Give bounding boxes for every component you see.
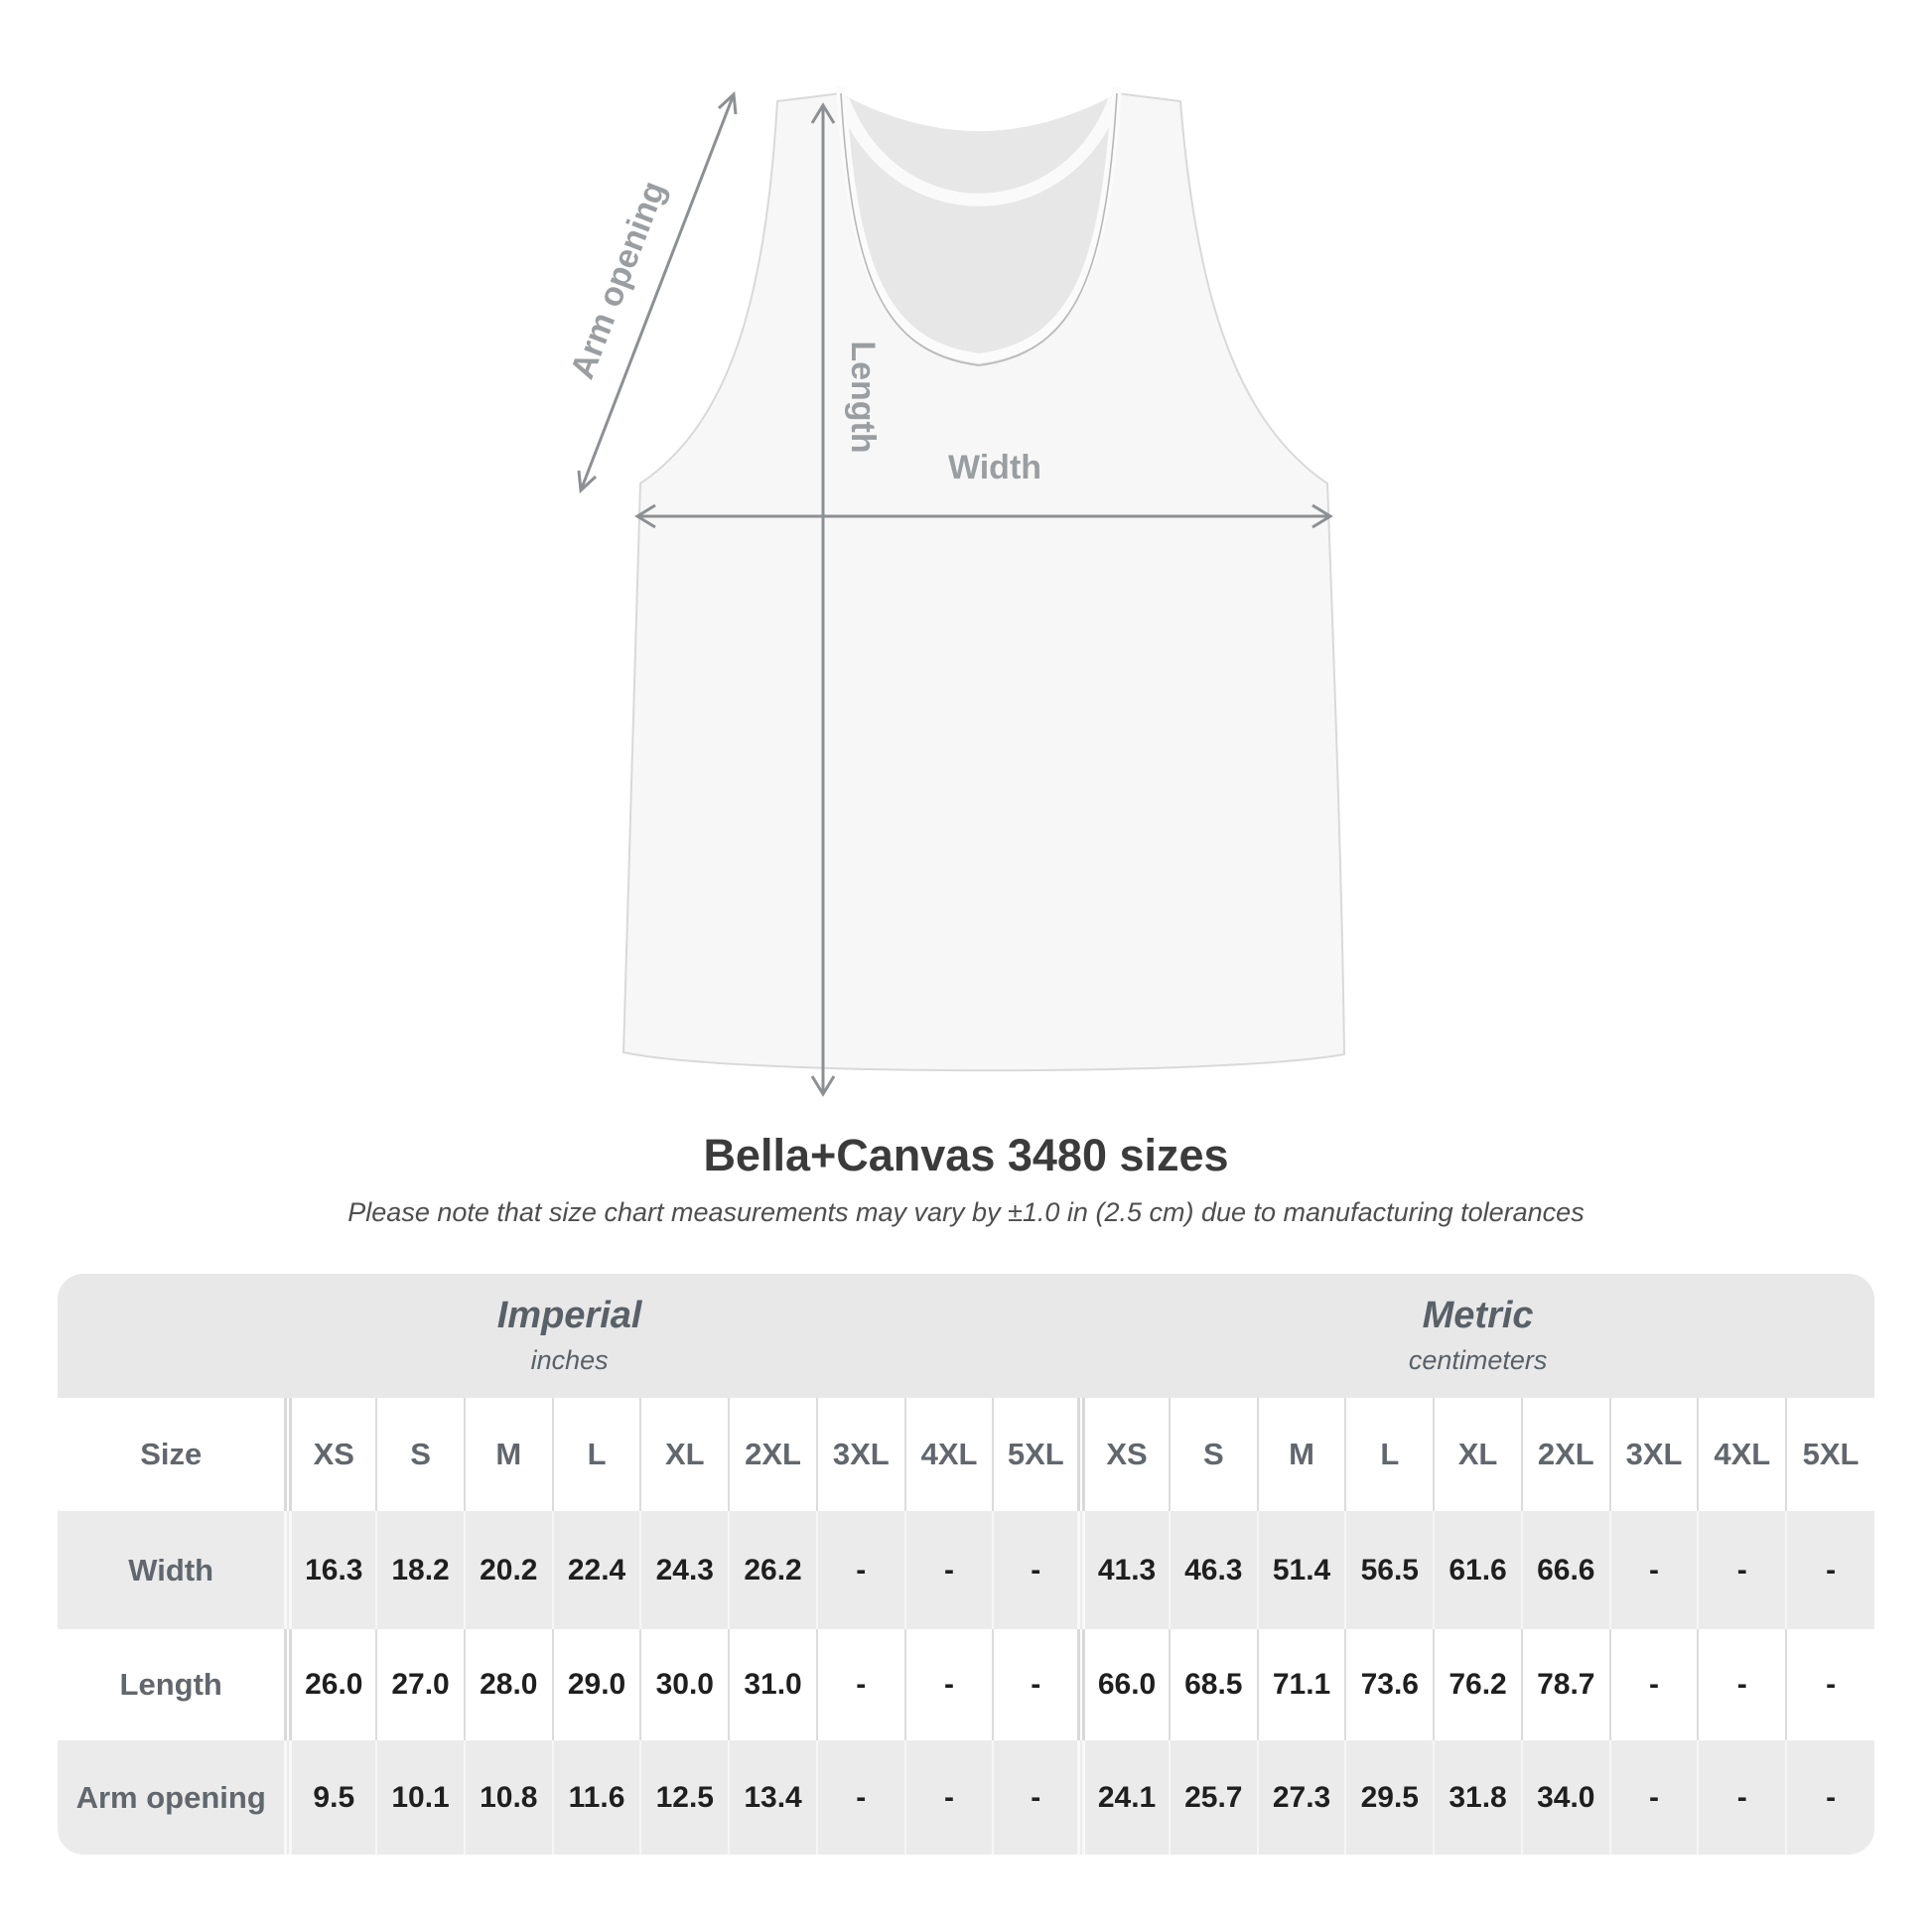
size-header-cell: M bbox=[1258, 1398, 1346, 1511]
value-cell: - bbox=[1786, 1740, 1874, 1855]
size-header-cell: XL bbox=[640, 1398, 729, 1511]
width-label: Width bbox=[947, 449, 1042, 486]
size-header-cell: 4XL bbox=[1698, 1398, 1786, 1511]
value-cell: 46.3 bbox=[1170, 1511, 1258, 1629]
arm-opening-label: Arm opening bbox=[563, 176, 674, 384]
size-header-cell: 3XL bbox=[1610, 1398, 1699, 1511]
measurement-row bbox=[58, 1511, 1874, 1629]
value-cell: - bbox=[993, 1629, 1081, 1740]
value-cell: 18.2 bbox=[376, 1511, 465, 1629]
row-label: Width bbox=[128, 1552, 214, 1587]
value-cell: 41.3 bbox=[1081, 1511, 1170, 1629]
value-cell: 76.2 bbox=[1434, 1629, 1522, 1740]
value-cell: 25.7 bbox=[1170, 1740, 1258, 1855]
value-cell: - bbox=[905, 1629, 994, 1740]
value-cell: - bbox=[1786, 1629, 1874, 1740]
value-cell: - bbox=[993, 1740, 1081, 1855]
size-header-cell: S bbox=[376, 1398, 465, 1511]
unit-group-metric bbox=[1081, 1274, 1874, 1398]
value-cell: - bbox=[1610, 1740, 1699, 1855]
value-cell: - bbox=[817, 1629, 905, 1740]
metric-units: centimeters bbox=[1408, 1344, 1548, 1375]
value-cell: 27.3 bbox=[1258, 1740, 1346, 1855]
value-cell: 30.0 bbox=[640, 1629, 729, 1740]
size-header-cell: M bbox=[465, 1398, 553, 1511]
value-cell: 66.0 bbox=[1081, 1629, 1170, 1740]
size-table-grid bbox=[58, 1398, 1874, 1855]
size-header-cell: XS bbox=[1081, 1398, 1170, 1511]
value-cell: 29.0 bbox=[553, 1629, 641, 1740]
tolerance-note: Please note that size chart measurements may vary by ±1.0 in (2.5 cm) due to manufacturing tolerances bbox=[347, 1197, 1585, 1227]
size-header-cell: 3XL bbox=[817, 1398, 905, 1511]
value-cell: 31.8 bbox=[1434, 1740, 1522, 1855]
size-column-header: Size bbox=[140, 1437, 203, 1471]
value-cell: - bbox=[1698, 1740, 1786, 1855]
length-label: Length bbox=[844, 341, 882, 454]
value-cell: 24.3 bbox=[640, 1511, 729, 1629]
value-cell: - bbox=[993, 1511, 1081, 1629]
row-label: Arm opening bbox=[75, 1779, 266, 1815]
value-cell: 68.5 bbox=[1170, 1629, 1258, 1740]
value-cell: 12.5 bbox=[640, 1740, 729, 1855]
value-cell: 26.0 bbox=[288, 1629, 376, 1740]
value-cell: 10.8 bbox=[465, 1740, 553, 1855]
size-header-row bbox=[58, 1398, 1874, 1511]
size-header-cell: S bbox=[1170, 1398, 1258, 1511]
size-header-cell: 5XL bbox=[993, 1398, 1081, 1511]
value-cell: 22.4 bbox=[553, 1511, 641, 1629]
value-cell: 56.5 bbox=[1345, 1511, 1434, 1629]
size-table bbox=[58, 1274, 1874, 1855]
row-label: Length bbox=[119, 1667, 222, 1702]
value-cell: - bbox=[1698, 1629, 1786, 1740]
value-cell: - bbox=[1698, 1511, 1786, 1629]
value-cell: 34.0 bbox=[1522, 1740, 1610, 1855]
imperial-units: inches bbox=[530, 1344, 609, 1375]
value-cell: 71.1 bbox=[1258, 1629, 1346, 1740]
value-cell: - bbox=[905, 1511, 994, 1629]
value-cell: - bbox=[1786, 1511, 1874, 1629]
measurement-row bbox=[58, 1629, 1874, 1740]
size-header-cell: L bbox=[1345, 1398, 1434, 1511]
value-cell: - bbox=[817, 1511, 905, 1629]
size-header-cell: 5XL bbox=[1786, 1398, 1874, 1511]
value-cell: 24.1 bbox=[1081, 1740, 1170, 1855]
value-cell: 31.0 bbox=[729, 1629, 817, 1740]
imperial-label: Imperial bbox=[496, 1295, 642, 1337]
size-header-cell: 2XL bbox=[729, 1398, 817, 1511]
size-header-cell: XS bbox=[288, 1398, 376, 1511]
value-cell: 11.6 bbox=[553, 1740, 641, 1855]
size-header-cell: 4XL bbox=[905, 1398, 994, 1511]
value-cell: 73.6 bbox=[1345, 1629, 1434, 1740]
size-header-cell: L bbox=[553, 1398, 641, 1511]
value-cell: 16.3 bbox=[288, 1511, 376, 1629]
value-cell: 29.5 bbox=[1345, 1740, 1434, 1855]
value-cell: 61.6 bbox=[1434, 1511, 1522, 1629]
value-cell: - bbox=[1610, 1629, 1699, 1740]
size-header-cell: XL bbox=[1434, 1398, 1522, 1511]
value-cell: - bbox=[1610, 1511, 1699, 1629]
page-title: Bella+Canvas 3480 sizes bbox=[703, 1130, 1229, 1180]
value-cell: 27.0 bbox=[376, 1629, 465, 1740]
size-header-cell: 2XL bbox=[1522, 1398, 1610, 1511]
value-cell: - bbox=[817, 1740, 905, 1855]
value-cell: 28.0 bbox=[465, 1629, 553, 1740]
unit-group-imperial bbox=[58, 1274, 1081, 1398]
value-cell: - bbox=[905, 1740, 994, 1855]
value-cell: 13.4 bbox=[729, 1740, 817, 1855]
value-cell: 66.6 bbox=[1522, 1511, 1610, 1629]
value-cell: 51.4 bbox=[1258, 1511, 1346, 1629]
value-cell: 20.2 bbox=[465, 1511, 553, 1629]
value-cell: 26.2 bbox=[729, 1511, 817, 1629]
measurement-row bbox=[58, 1740, 1874, 1855]
value-cell: 78.7 bbox=[1522, 1629, 1610, 1740]
units-band bbox=[58, 1274, 1874, 1398]
metric-label: Metric bbox=[1422, 1295, 1534, 1337]
value-cell: 10.1 bbox=[376, 1740, 465, 1855]
value-cell: 9.5 bbox=[288, 1740, 376, 1855]
